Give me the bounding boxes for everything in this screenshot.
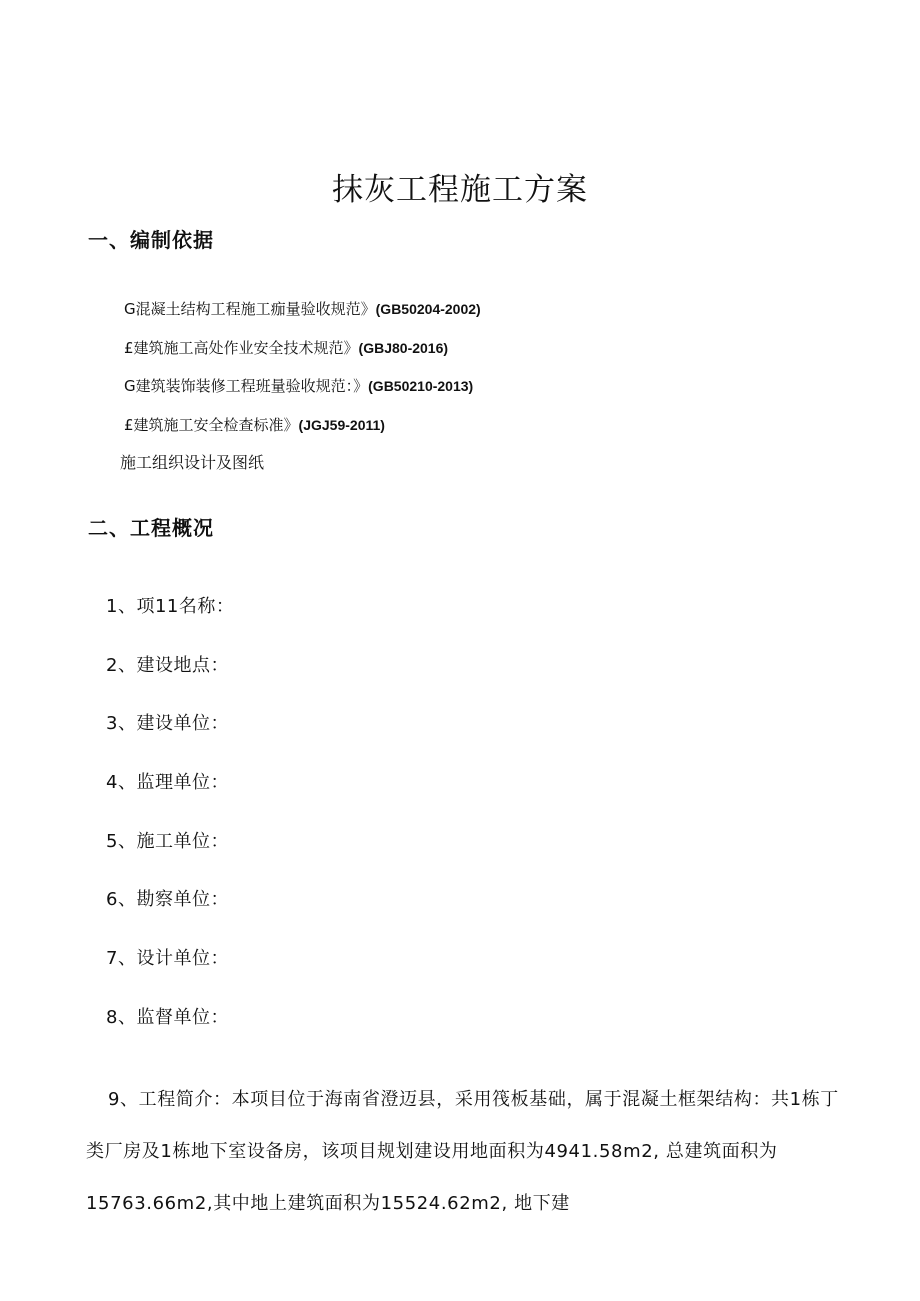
overview-item: 2、建设地点： [106,654,229,676]
basis-list [120,297,481,490]
project-intro-text: 9、工程简介：本项目位于海南省澄迈县，采用筏板基础，属于混凝土框架结构：共1栋丁类厂房及1栋地下室设备房，该项目规划建设用地面积为4941.58m2, 总建筑面积为15763.66m2,其中地上建筑面积为15524.62m2, 地下建 [86,1089,839,1214]
document-title: 抹灰工程施工方案 [332,171,588,208]
basis-item-text: G建筑装饰装修工程班量验收规范：》 [124,377,369,395]
overview-item: 1、项11名称： [106,596,235,617]
basis-item-code: (JGJ59-2011) [298,416,385,433]
basis-item-text: G混凝土结构工程施工痂量验收规范》 [124,300,376,318]
basis-item [124,336,481,375]
overview-item: 5、施工单位： [106,830,229,852]
basis-item-code: (GBJ80-2016) [358,339,449,356]
overview-item: 8、监督单位： [106,1006,229,1028]
basis-item-code: (GB50204-2002) [375,301,481,317]
basis-item-text: £建筑施工安全检查标准》 [124,415,299,434]
project-intro-paragraph [86,1074,846,1230]
overview-item: 7、设计单位： [106,948,229,970]
basis-item-code: (GB50210-2013) [368,378,474,394]
basis-item [120,451,481,490]
section-heading-basis: 一、编制依据 [88,228,214,252]
section-heading-overview: 二、工程概况 [88,516,214,540]
basis-item [124,297,481,336]
basis-item-text: £建筑施工高处作业安全技术规范》 [124,338,359,357]
overview-item: 4、监理单位： [106,772,229,794]
basis-item [124,374,481,413]
overview-item: 6、勘察单位： [106,889,229,911]
overview-item: 3、建设单位： [106,713,229,735]
basis-item [124,413,481,452]
overview-list [106,592,234,1062]
basis-item-text: 施工组织设计及图纸 [120,453,265,472]
